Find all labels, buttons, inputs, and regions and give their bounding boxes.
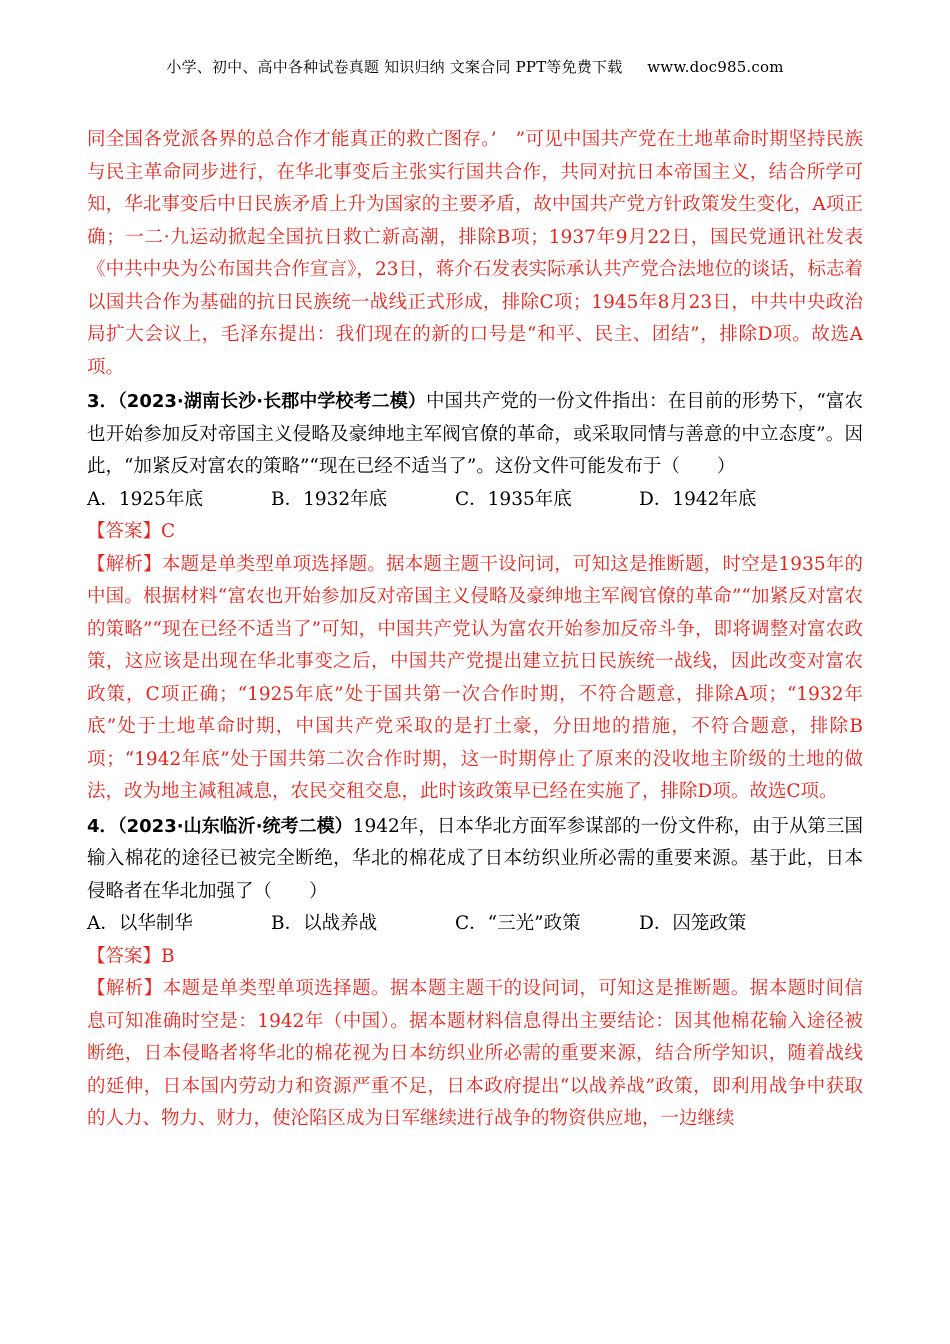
q4-answer (87, 941, 863, 974)
q4-option-a: A．以华制华 (87, 913, 193, 934)
q3-analysis (87, 549, 863, 809)
q4-stem: 1942年，日本华北方面军参谋部的一份文件称，由于从第三国输入棉花的途径已被完全断绝，华北的棉花成了日本纺织业所必需的重要来源。基于此，日本侵略者在华北加强了（ ） (87, 815, 863, 902)
document-body (87, 124, 863, 1136)
q3-analysis-label: 【解析】 (87, 553, 162, 575)
header-site: www.doc985.com (647, 58, 784, 76)
q4-answer-value: B (161, 945, 175, 967)
q4-source: （2023·山东临沂·统考二模） (117, 815, 353, 837)
q4-number: 4． (87, 815, 118, 837)
header-text: 小学、初中、高中各种试卷真题 知识归纳 文案合同 PPT等免费下载 (166, 58, 623, 76)
q3-number: 3． (87, 391, 118, 412)
q4-option-b: B．以战养战 (271, 913, 378, 934)
q3-answer (87, 516, 863, 549)
q3-option-a: A．1925年底 (87, 488, 203, 510)
q3-analysis-text: 本题是单类型单项选择题。据本题主题干设问词，可知这是推断题，时空是1935年的中国。根据材料“富农也开始参加反对帝国主义侵略及豪绅地主军阀官僚的革命”“加紧反对富农的策略”“现在已经不适当了”可知，中国共产党认为富农开始参加反帝斗争，即将调整对富农政策，这应该是出现在华北事变之后，中国共产党提出建立抗日民族统一战线，因此改变对富农政策，C项正确；“1925年底”处于国共第一次合作时期，不符合题意，排除A项；“1932年底”处于土地革命时期，中国共产党采取的是打土豪，分田地的措施，不符合题意，排除B项；“1942年底”处于国共第二次合作时期，这一时期停止了原来的没收地主阶级的土地的做法，改为地主减租减息，农民交租交息，此时该政策早已经在实施了，排除D项。故选C项。 (87, 553, 863, 802)
q4-option-d: D．囚笼政策 (639, 913, 747, 934)
q4-option-c: C．“三光”政策 (455, 913, 581, 934)
page-header (0, 56, 950, 77)
q3-option-b: B．1932年底 (271, 488, 388, 510)
q4-analysis-text: 本题是单类型单项选择题。据本题主题干的设问词，可知这是推断题。据本题时间信息可知准确时空是：1942年（中国）。据本题材料信息得出主要结论：因其他棉花输入途径被断绝，日本侵略者将华北的棉花视为日本纺织业所必需的重要来源，结合所学知识，随着战线的延伸，日本国内劳动力和资源严重不足，日本政府提出“以战养战”政策，即利用战争中获取的人力、物力、财力，使沦陷区成为日军继续进行战争的物资供应地，一边继续 (87, 978, 863, 1129)
q3-answer-value: C (161, 521, 176, 542)
q3-answer-label: 【答案】 (87, 521, 162, 542)
question-4 (87, 811, 863, 909)
q3-options (87, 484, 863, 517)
question-3 (87, 386, 863, 484)
q3-option-c: C．1935年底 (455, 488, 572, 510)
q3-option-d: D．1942年底 (639, 488, 757, 510)
q3-stem: 中国共产党的一份文件指出：在目前的形势下，“富农也开始参加反对帝国主义侵略及豪绅地主军阀官僚的革命，或采取同情与善意的中立态度”。因此，“加紧反对富农的策略”“现在已经不适当了”。这份文件可能发布于（ ） (87, 391, 863, 477)
q4-answer-label: 【答案】 (87, 945, 162, 967)
q4-analysis-label: 【解析】 (87, 978, 163, 999)
continuation-analysis: 同全国各党派各界的总合作才能真正的救亡图存。’ ”可见中国共产党在土地革命时期坚持民族与民主革命同步进行，在华北事变后主张实行国共合作，共同对抗日本帝国主义，结合所学可知，华北事变后中日民族矛盾上升为国家的主要矛盾，故中国共产党方针政策发生变化，A项正确；一二·九运动掀起全国抗日救亡新高潮，排除B项；1937年9月22日，国民党通讯社发表《中共中央为公布国共合作宣言》，23日，蒋介石发表实际承认共产党合法地位的谈话，标志着以国共合作为基础的抗日民族统一战线正式形成，排除C项；1945年8月23日，中共中央政治局扩大会议上，毛泽东提出：我们现在的新的口号是“和平、民主、团结”，排除D项。故选A项。 (87, 129, 863, 378)
q4-analysis (87, 973, 863, 1136)
q3-source: （2023·湖南长沙·长郡中学校考二模） (117, 391, 426, 412)
q4-options (87, 908, 863, 941)
